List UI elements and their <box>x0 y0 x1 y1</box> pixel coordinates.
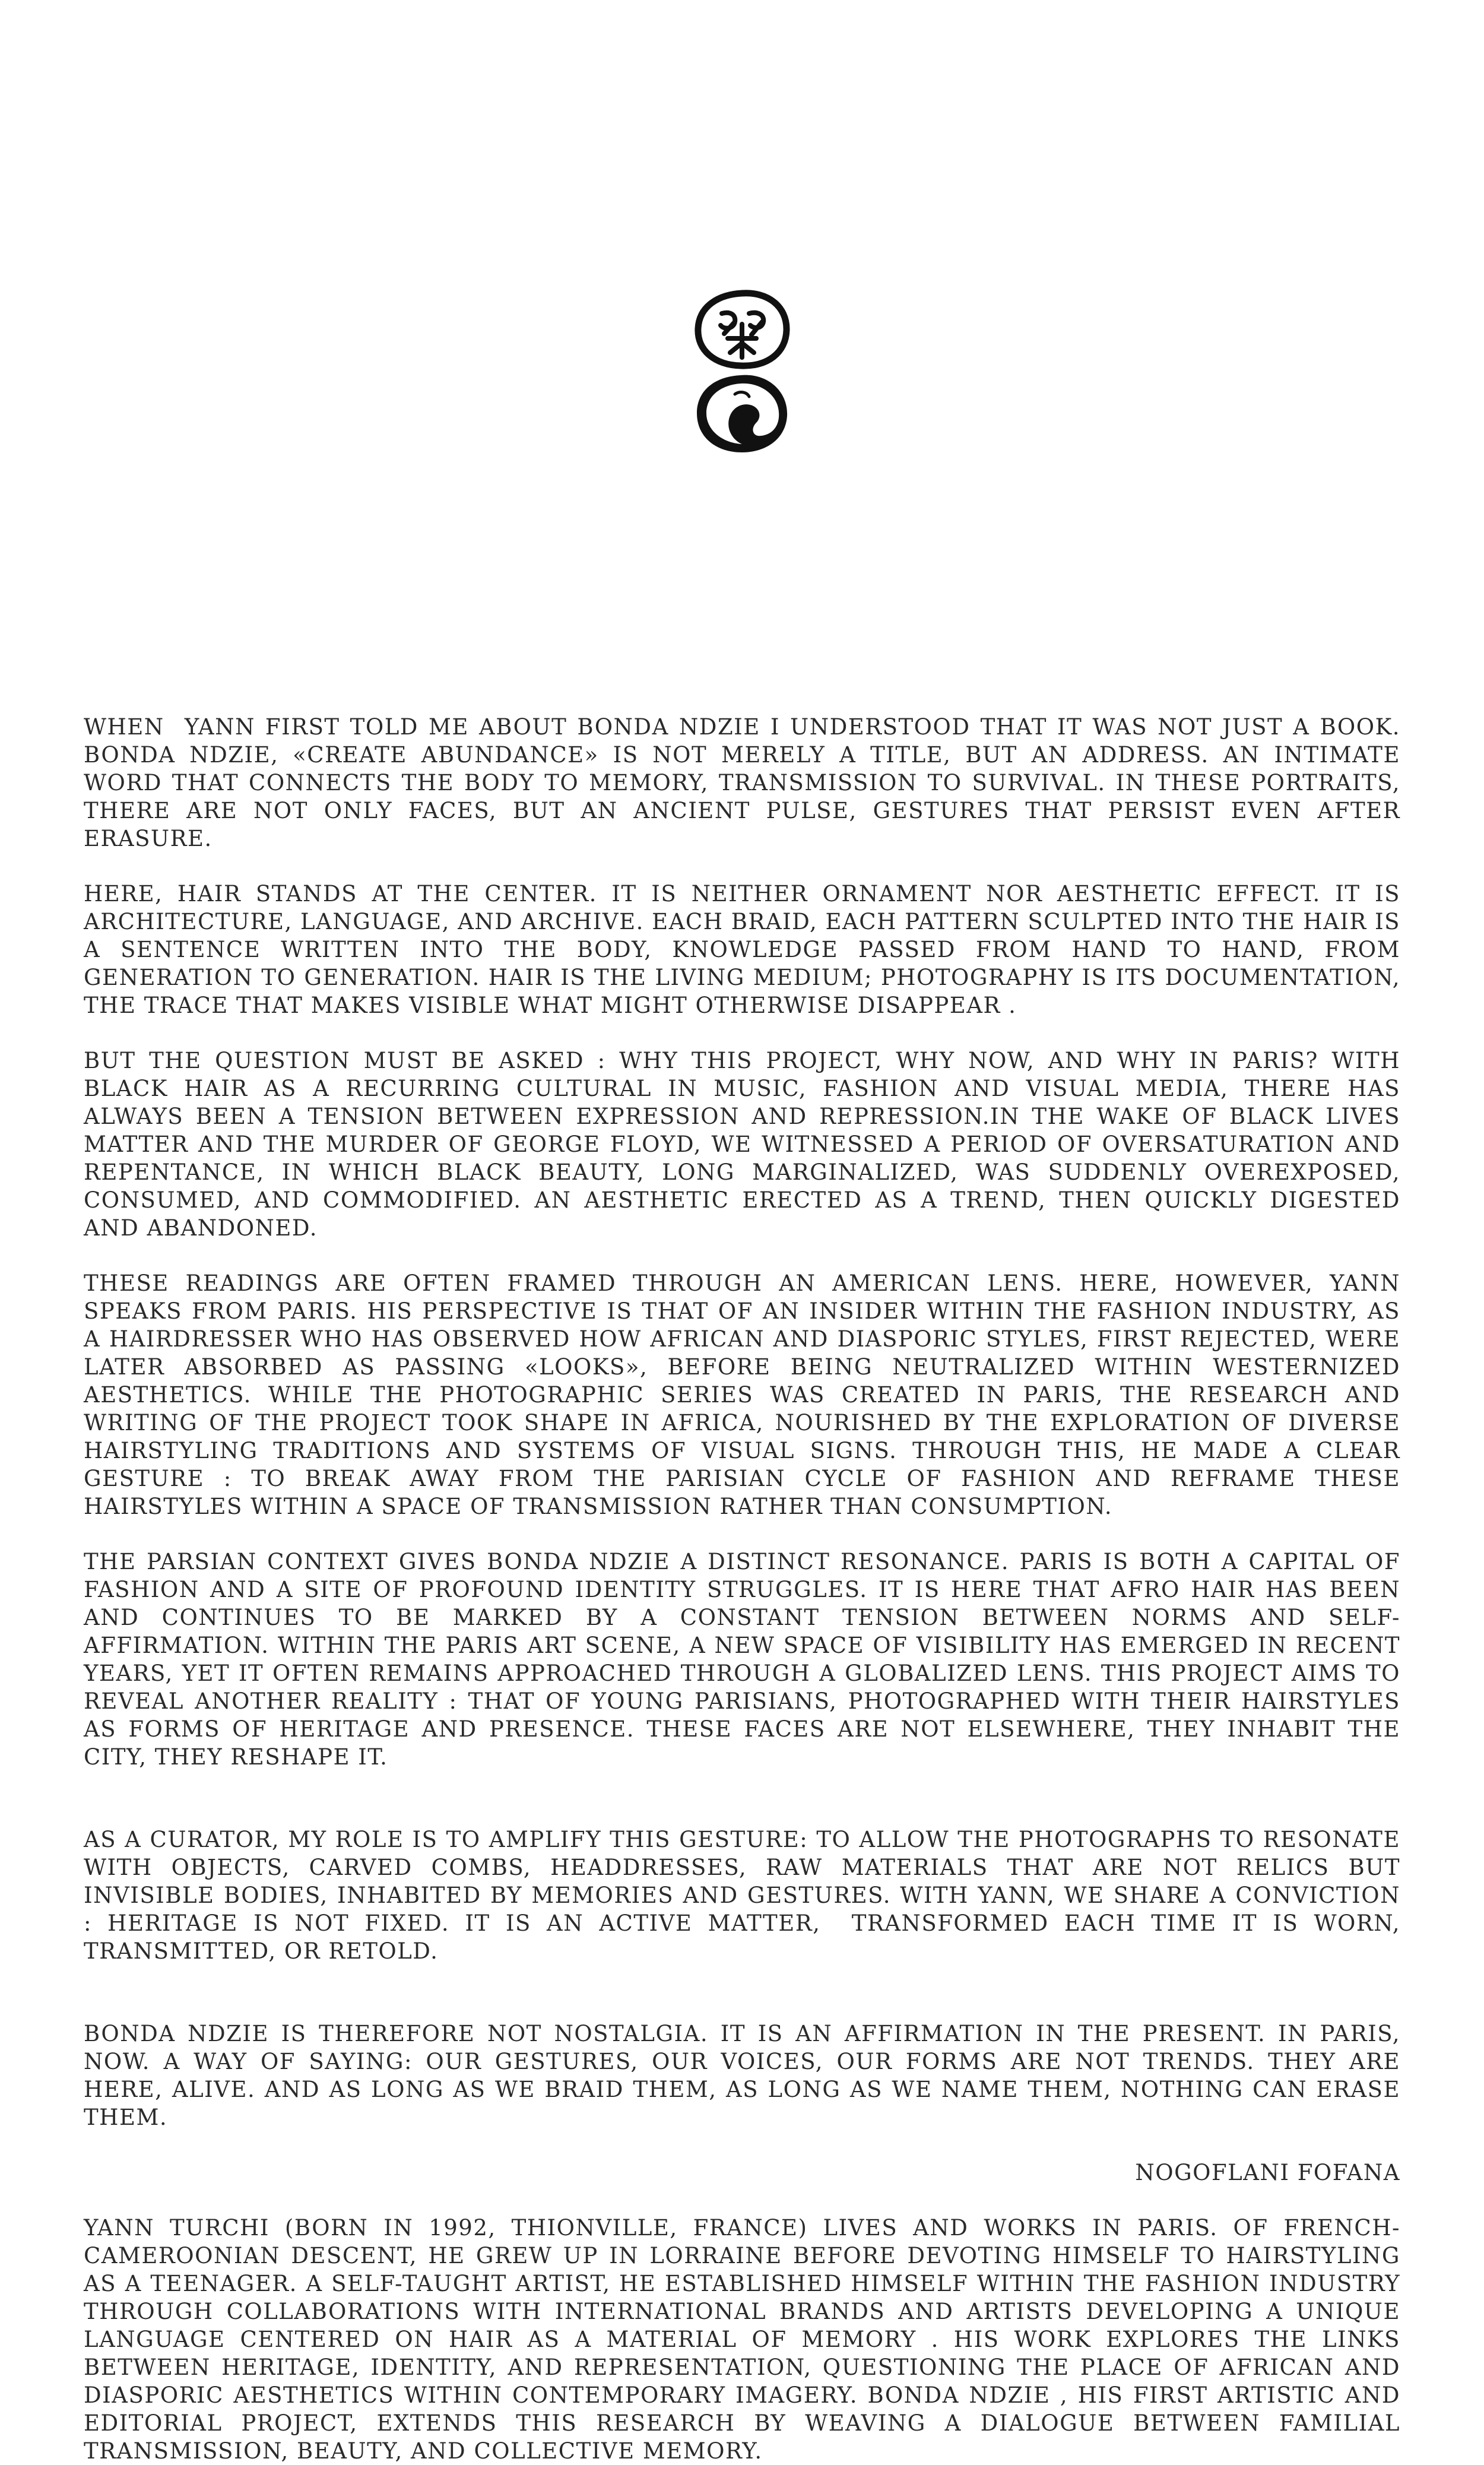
artist-bio: YANN TURCHI (BORN IN 1992, THIONVILLE, FRANCE) LIVES AND WORKS IN PARIS. OF FRENCH-CAMEROONIAN DESCENT, HE GREW UP IN LORRAINE BEFORE DEVOTING HIMSELF TO HAIRSTYLING AS A TEENAGER. A SELF-TAUGHT ARTIST, HE ESTABLISHED HIMSELF WITHIN THE FASHION INDUSTRY THROUGH COLLABORATIONS WITH INTERNATIONAL BRANDS AND ARTISTS DEVELOPING A UNIQUE LANGUAGE CENTERED ON HAIR AS A MATERIAL OF MEMORY . HIS WORK EXPLORES THE LINKS BETWEEN HERITAGE, IDENTITY, AND REPRESENTATION, QUESTIONING THE PLACE OF AFRICAN AND DIASPORIC AESTHETICS WITHIN CONTEMPORARY IMAGERY. BONDA NDZIE , HIS FIRST ARTISTIC AND EDITORIAL PROJECT, EXTENDS THIS RESEARCH BY WEAVING A DIALOGUE BETWEEN FAMILIAL TRANSMISSION, BEAUTY, AND COLLECTIVE MEMORY. <box>84 2215 1409 2464</box>
seal-logo-graphic <box>693 289 791 455</box>
essay-paragraph-7: BONDA NDZIE IS THEREFORE NOT NOSTALGIA. IT IS AN AFFIRMATION IN THE PRESENT. IN PARIS, NOW. A WAY OF SAYING: OUR GESTURES, OUR VOICES, OUR FORMS ARE NOT TRENDS. THEY ARE HERE, ALIVE. AND AS LONG AS WE BRAID THEM, AS LONG AS WE NAME THEM, NOTHING CAN ERASE THEM. <box>84 2021 1409 2130</box>
essay-text <box>84 713 1409 2465</box>
essay-paragraph-1: WHEN YANN FIRST TOLD ME ABOUT BONDA NDZIE I UNDERSTOOD THAT IT WAS NOT JUST A BOOK. BONDA NDZIE, «CREATE ABUNDANCE» IS NOT MERELY A TITLE, BUT AN ADDRESS. AN INTIMATE WORD THAT CONNECTS THE BODY TO MEMORY, TRANSMISSION TO SURVIVAL. IN THESE PORTRAITS, THERE ARE NOT ONLY FACES, BUT AN ANCIENT PULSE, GESTURES THAT PERSIST EVEN AFTER ERASURE. <box>84 714 1409 851</box>
essay-paragraph-5: THE PARSIAN CONTEXT GIVES BONDA NDZIE A DISTINCT RESONANCE. PARIS IS BOTH A CAPITAL OF FASHION AND A SITE OF PROFOUND IDENTITY STRUGGLES. IT IS HERE THAT AFRO HAIR HAS BEEN AND CONTINUES TO BE MARKED BY A CONSTANT TENSION BETWEEN NORMS AND SELF-AFFIRMATION. WITHIN THE PARIS ART SCENE, A NEW SPACE OF VISIBILITY HAS EMERGED IN RECENT YEARS, YET IT OFTEN REMAINS APPROACHED THROUGH A GLOBALIZED LENS. THIS PROJECT AIMS TO REVEAL ANOTHER REALITY : THAT OF YOUNG PARISIANS, PHOTOGRAPHED WITH THEIR HAIRSTYLES AS FORMS OF HERITAGE AND PRESENCE. THESE FACES ARE NOT ELSEWHERE, THEY INHABIT THE CITY, THEY RESHAPE IT. <box>84 1549 1409 1770</box>
seal-glyph-top-icon <box>698 293 787 366</box>
seal-logo <box>693 289 791 455</box>
essay-paragraph-4: THESE READINGS ARE OFTEN FRAMED THROUGH AN AMERICAN LENS. HERE, HOWEVER, YANN SPEAKS FROM PARIS. HIS PERSPECTIVE IS THAT OF AN INSIDER WITHIN THE FASHION INDUSTRY, AS A HAIRDRESSER WHO HAS OBSERVED HOW AFRICAN AND DIASPORIC STYLES, FIRST REJECTED, WERE LATER ABSORBED AS PASSING «LOOKS», BEFORE BEING NEUTRALIZED WITHIN WESTERNIZED AESTHETICS. WHILE THE PHOTOGRAPHIC SERIES WAS CREATED IN PARIS, THE RESEARCH AND WRITING OF THE PROJECT TOOK SHAPE IN AFRICA, NOURISHED BY THE EXPLORATION OF DIVERSE HAIRSTYLING TRADITIONS AND SYSTEMS OF VISUAL SIGNS. THROUGH THIS, HE MADE A CLEAR GESTURE : TO BREAK AWAY FROM THE PARISIAN CYCLE OF FASHION AND REFRAME THESE HAIRSTYLES WITHIN A SPACE OF TRANSMISSION RATHER THAN CONSUMPTION. <box>84 1270 1409 1519</box>
author-signature: NOGOFLANI FOFANA <box>1135 2160 1400 2185</box>
essay-paragraph-6: AS A CURATOR, MY ROLE IS TO AMPLIFY THIS GESTURE: TO ALLOW THE PHOTOGRAPHS TO RESONATE WITH OBJECTS, CARVED COMBS, HEADDRESSES, RAW MATERIALS THAT ARE NOT RELICS BUT INVISIBLE BODIES, INHABITED BY MEMORIES AND GESTURES. WITH YANN, WE SHARE A CONVICTION : HERITAGE IS NOT FIXED. IT IS AN ACTIVE MATTER, TRANSFORMED EACH TIME IT IS WORN, TRANSMITTED, OR RETOLD. <box>84 1827 1409 1964</box>
essay-paragraph-3: BUT THE QUESTION MUST BE ASKED : WHY THIS PROJECT, WHY NOW, AND WHY IN PARIS? WITH BLACK HAIR AS A RECURRING CULTURAL IN MUSIC, FASHION AND VISUAL MEDIA, THERE HAS ALWAYS BEEN A TENSION BETWEEN EXPRESSION AND REPRESSION.IN THE WAKE OF BLACK LIVES MATTER AND THE MURDER OF GEORGE FLOYD, WE WITNESSED A PERIOD OF OVERSATURATION AND REPENTANCE, IN WHICH BLACK BEAUTY, LONG MARGINALIZED, WAS SUDDENLY OVEREXPOSED, CONSUMED, AND COMMODIFIED. AN AESTHETIC ERECTED AS A TREND, THEN QUICKLY DIGESTED AND ABANDONED. <box>84 1048 1409 1241</box>
essay-paragraph-2: HERE, HAIR STANDS AT THE CENTER. IT IS NEITHER ORNAMENT NOR AESTHETIC EFFECT. IT IS ARCHITECTURE, LANGUAGE, AND ARCHIVE. EACH BRAID, EACH PATTERN SCULPTED INTO THE HAIR IS A SENTENCE WRITTEN INTO THE BODY, KNOWLEDGE PASSED FROM HAND TO HAND, FROM GENERATION TO GENERATION. HAIR IS THE LIVING MEDIUM; PHOTOGRAPHY IS ITS DOCUMENTATION, THE TRACE THAT MAKES VISIBLE WHAT MIGHT OTHERWISE DISAPPEAR . <box>84 881 1409 1018</box>
seal-glyph-bottom-icon <box>697 375 787 452</box>
